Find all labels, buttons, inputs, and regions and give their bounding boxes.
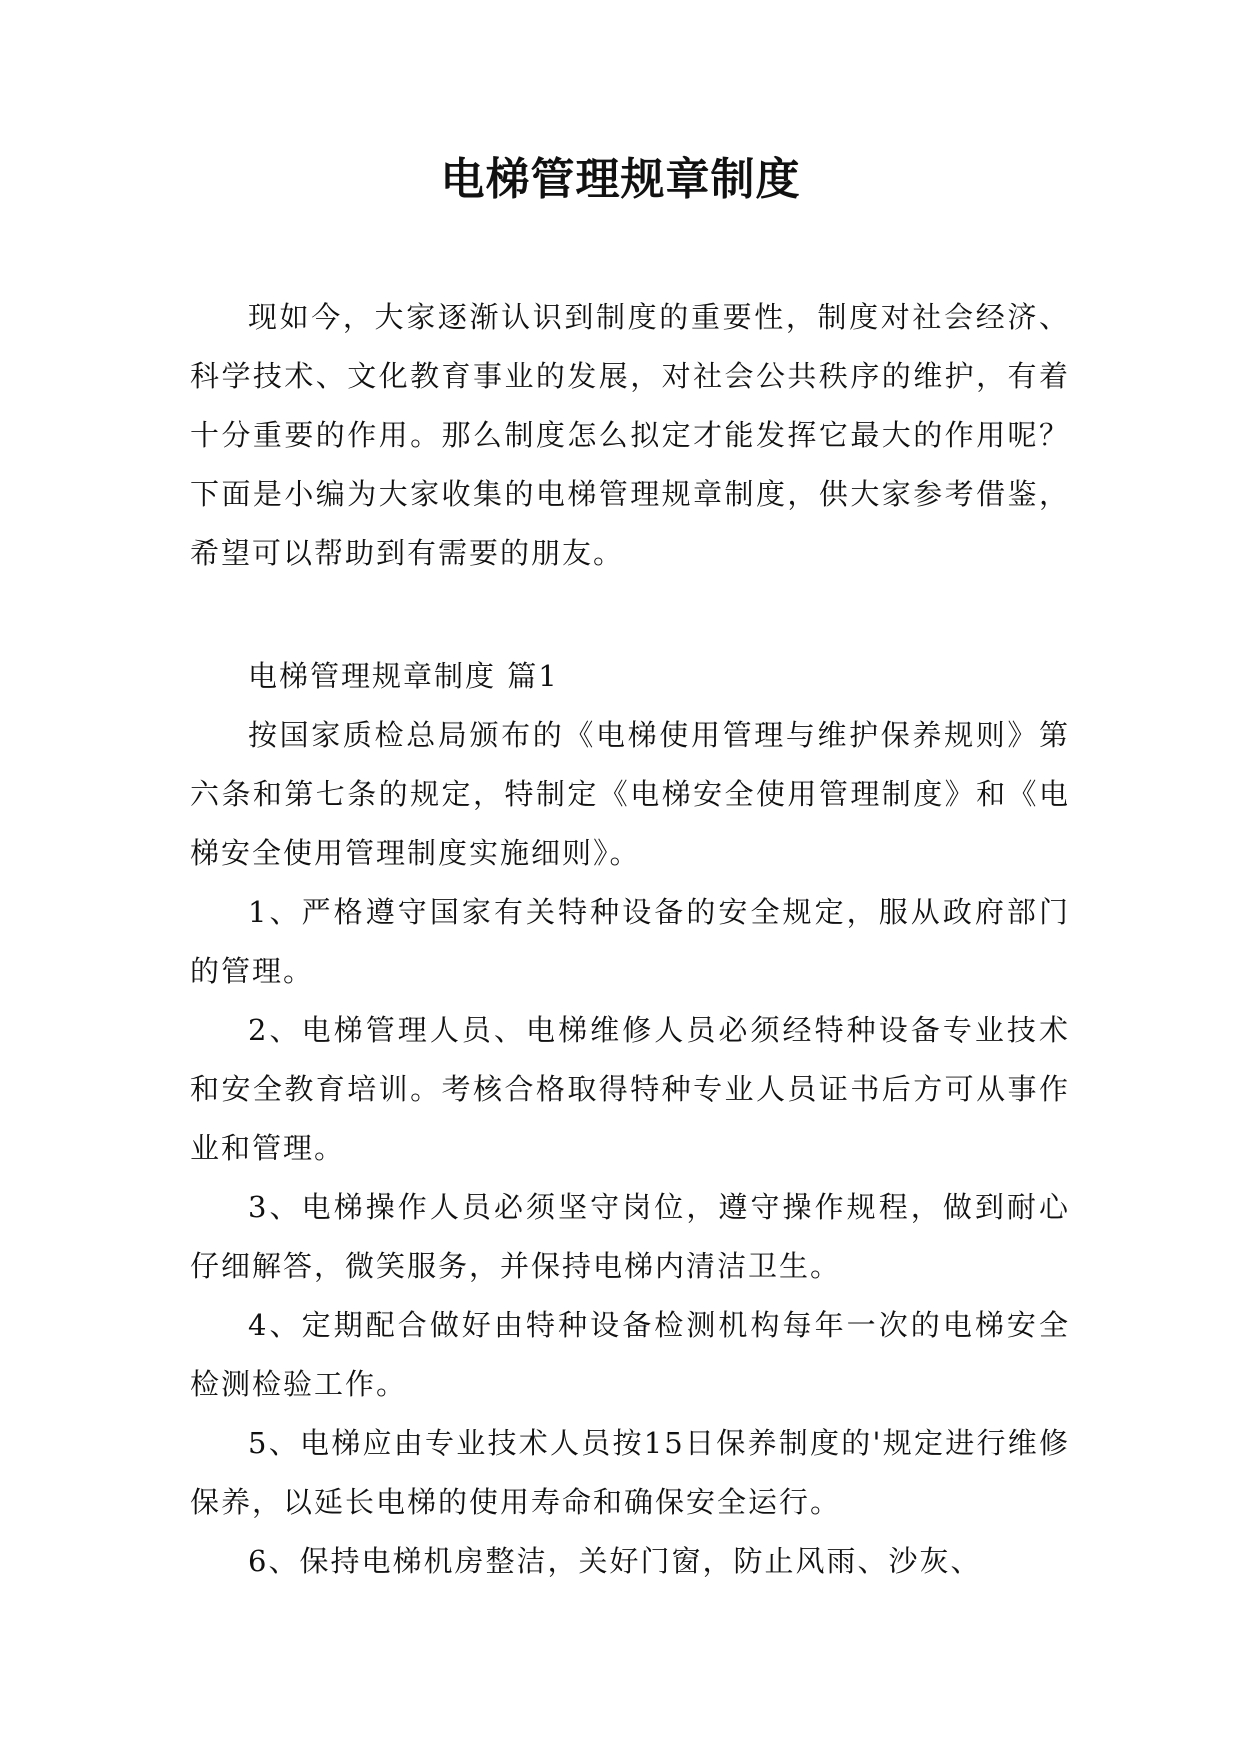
- intro-paragraph: 现如今，大家逐渐认识到制度的重要性，制度对社会经济、科学技术、文化教育事业的发展，对社会公共秩序的维护，有着十分重要的作用。那么制度怎么拟定才能发挥它最大的作用呢？下面是小编为大家收集的电梯管理规章制度，供大家参考借鉴，希望可以帮助到有需要的朋友。: [190, 300, 1070, 570]
- paragraph-spacer: [190, 583, 1070, 647]
- section-heading: 电梯管理规章制度 篇1: [248, 659, 559, 693]
- section-intro-paragraph: 按国家质检总局颁布的《电梯使用管理与维护保养规则》第六条和第七条的规定，特制定《电梯安全使用管理制度》和《电梯安全使用管理制度实施细则》。: [190, 718, 1070, 870]
- document-title: 电梯管理规章制度: [440, 154, 801, 205]
- list-item-6: 6、保持电梯机房整洁，关好门窗，防止风雨、沙灰、: [248, 1544, 982, 1578]
- list-item-4: 4、定期配合做好由特种设备检测机构每年一次的电梯安全检测检验工作。: [190, 1308, 1070, 1401]
- list-item-5: 5、电梯应由专业技术人员按15日保养制度的'规定进行维修保养，以延长电梯的使用寿命和确保安全运行。: [190, 1426, 1070, 1519]
- list-item-2: 2、电梯管理人员、电梯维修人员必须经特种设备专业技术和安全教育培训。考核合格取得特种专业人员证书后方可从事作业和管理。: [190, 1013, 1070, 1165]
- document-body: [190, 288, 1070, 1591]
- list-item-3: 3、电梯操作人员必须坚守岗位，遵守操作规程，做到耐心仔细解答，微笑服务，并保持电梯内清洁卫生。: [190, 1190, 1070, 1283]
- list-item-1: 1、严格遵守国家有关特种设备的安全规定，服从政府部门的管理。: [190, 895, 1070, 988]
